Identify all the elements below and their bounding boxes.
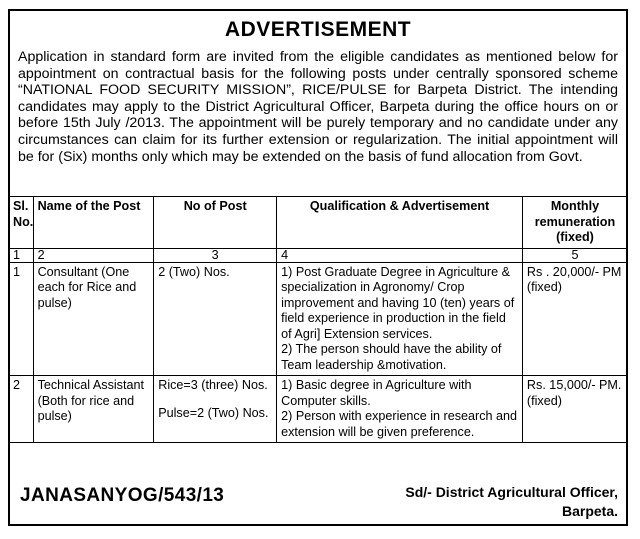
intro-paragraph: Application in standard form are invited from the eligible candidates as mentioned below for appointment on contractual basis for the following posts under centrally sponsored scheme “NATIONAL FOOD SECURITY MISSION”, RICE/PULSE for Barpeta District. The intending candidates may apply to the District Agricultural Officer, Barpeta during the office hours on or before 15th July /2013. The appointment will be purely temporary and no candidate under any circumstances can claim for its further extension or regularization. The initial appointment will be for (Six) months only which may be extended on the basis of fund allocation from Govt. bbox=[18, 49, 618, 165]
table-row bbox=[9, 262, 628, 376]
header-post-name: Name of the Post bbox=[33, 197, 154, 249]
qualification-item: 1) Basic degree in Agriculture with Computer skills. bbox=[281, 378, 472, 408]
row-qualification bbox=[277, 376, 523, 443]
header-post-count: No of Post bbox=[154, 197, 277, 249]
post-count-line-2: Pulse=2 (Two) Nos. bbox=[158, 405, 269, 420]
signature-place: Barpeta. bbox=[561, 503, 618, 519]
posts-table bbox=[8, 196, 628, 443]
qualification-item: 2) Person with experience in research and extension will be given preference. bbox=[281, 409, 518, 439]
header-qualification: Qualification & Advertisement bbox=[277, 197, 523, 249]
table-row bbox=[9, 376, 628, 443]
column-number: 4 bbox=[277, 248, 523, 262]
row-post-name: Technical Assistant (Both for rice and pulse) bbox=[33, 376, 154, 443]
table-header-row bbox=[9, 197, 628, 249]
row-sl-no: 1 bbox=[9, 262, 34, 376]
row-post-count bbox=[154, 376, 277, 443]
header-sl-no: Sl. No. bbox=[9, 197, 34, 249]
signature-line: Sd/- District Agricultural Officer, bbox=[405, 484, 618, 500]
header-remuneration: Monthly remuneration (fixed) bbox=[522, 197, 627, 249]
advertisement-frame bbox=[8, 9, 628, 526]
qualification-item: 2) The person should have the ability of Team leadership &motivation. bbox=[281, 342, 502, 372]
row-qualification bbox=[277, 262, 523, 376]
qualification-item: 1) Post Graduate Degree in Agriculture & specialization in Agronomy/ Crop improvement and having 10 (ten) years of field experience in production in the field of Agri] Extension services. bbox=[281, 264, 515, 341]
column-number: 1 bbox=[9, 248, 34, 262]
column-number: 5 bbox=[522, 248, 627, 262]
column-number: 3 bbox=[154, 248, 277, 262]
post-count-line: Rice=3 (three) Nos. bbox=[158, 378, 268, 392]
column-number-row bbox=[9, 248, 628, 262]
row-post-name: Consultant (One each for Rice and pulse) bbox=[33, 262, 154, 376]
row-sl-no: 2 bbox=[9, 376, 34, 443]
row-remuneration: Rs. 15,000/- PM. (fixed) bbox=[522, 376, 627, 443]
reference-code: JANASANYOG/543/13 bbox=[20, 485, 225, 506]
column-number: 2 bbox=[33, 248, 154, 262]
signature-block bbox=[405, 483, 618, 521]
post-count-line: 2 (Two) Nos. bbox=[158, 264, 230, 279]
page-title: ADVERTISEMENT bbox=[224, 18, 412, 41]
row-post-count bbox=[154, 262, 277, 376]
row-remuneration: Rs . 20,000/- PM (fixed) bbox=[522, 262, 627, 376]
